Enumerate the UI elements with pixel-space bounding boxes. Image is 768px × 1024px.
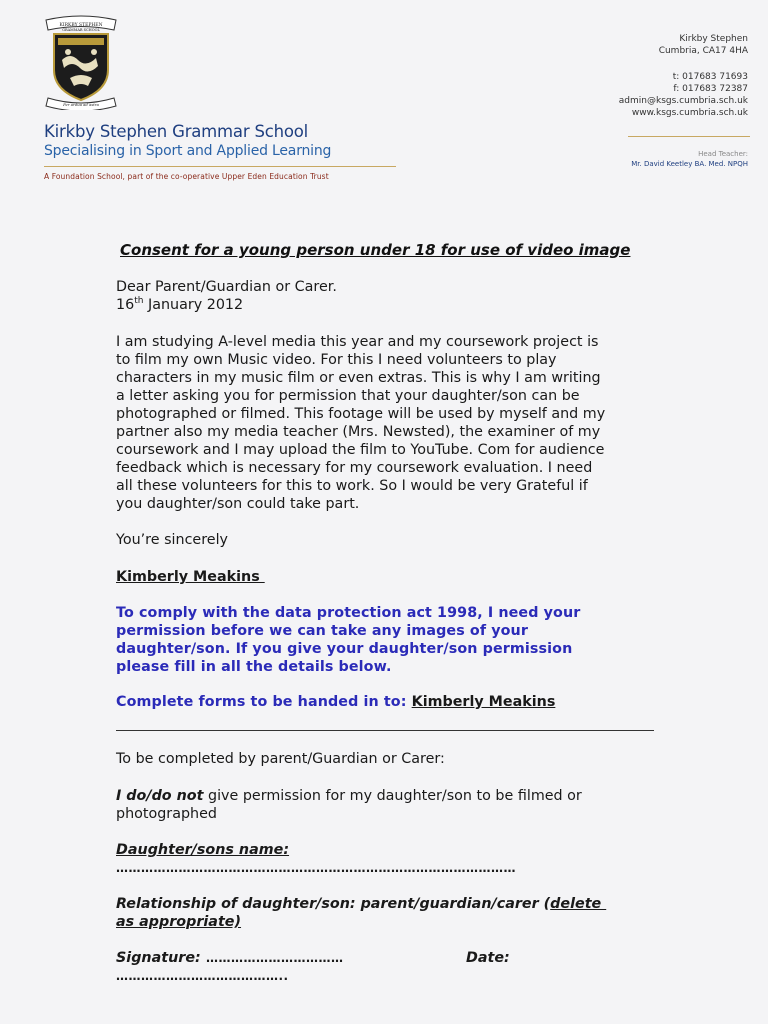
svg-text:KIRKBY STEPHEN: KIRKBY STEPHEN (59, 23, 103, 28)
consent-statement: I do/do not give permission for my daughter/son to be filmed or photographed (116, 788, 582, 822)
relationship-line: Relationship of daughter/son: parent/guardian/carer (delete as appropriate) (116, 896, 607, 930)
letterhead-divider (44, 166, 396, 167)
address-line2: Cumbria, CA17 4HA (658, 46, 748, 56)
signature-label: Signature: (116, 950, 201, 966)
svg-text:Per ardua ad astra: Per ardua ad astra (63, 102, 99, 107)
school-crest-logo (40, 12, 122, 110)
salutation: Dear Parent/Guardian or Carer. (116, 279, 337, 295)
child-name-label: Daughter/sons name: (116, 842, 290, 858)
child-name-field[interactable]: …………………………………………………………………………………… (116, 861, 516, 875)
telephone: t: 017683 71693 (672, 72, 748, 82)
letter-date: 16th January 2012 (116, 296, 244, 313)
website: www.ksgs.cumbria.sch.uk (631, 108, 748, 118)
closing: You’re sincerely (116, 532, 229, 548)
data-protection-notice: To comply with the data protection act 1998, I need your permission before we can take any images of your daughter/son. If you give your daughter/son permission please fill in all the details below. (116, 605, 581, 675)
handin-line: Complete forms to be handed in to: Kimberly Meakins (116, 694, 556, 710)
email: admin@ksgs.cumbria.sch.uk (618, 96, 748, 106)
svg-text:GRAMMAR SCHOOL: GRAMMAR SCHOOL (62, 28, 100, 32)
signature-field[interactable]: …………………………… (206, 951, 344, 965)
contact-divider (628, 136, 750, 137)
foundation-note: A Foundation School, part of the co-operative Upper Eden Education Trust (44, 172, 329, 181)
form-intro: To be completed by parent/Guardian or Carer: (116, 751, 445, 767)
section-divider (116, 730, 654, 731)
school-name: Kirkby Stephen Grammar School (44, 122, 309, 141)
address-line1: Kirkby Stephen (679, 34, 748, 44)
date-label: Date: (466, 950, 510, 966)
head-teacher-label: Head Teacher: (698, 150, 748, 158)
contact-block (498, 33, 748, 119)
letter-body: I am studying A-level media this year and my coursework project is to film my own Music video. For this I need volunteers to play characters in my music film or even extras. This is why I am writing a letter asking you for permission that your daughter/son can be photographed or filmed. This footage will be used by myself and my partner also my media teacher (Mrs. Newsted), the examiner of my coursework and I may upload the film to YouTube. Com for audience feedback which is necessary for my coursework evaluation. I need all these volunteers for this to work. So I would be very Grateful if you daughter/son could take part. (116, 334, 606, 512)
fax: f: 017683 72387 (673, 84, 748, 94)
letter-heading: Consent for a young person under 18 for use of video image (120, 241, 631, 259)
head-teacher-name: Mr. David Keetley BA. Med. NPQH (631, 160, 748, 168)
school-tagline: Specialising in Sport and Applied Learning (44, 143, 332, 159)
signatory-name: Kimberly Meakins (116, 569, 265, 585)
date-field[interactable]: ………………………………….. (116, 969, 289, 983)
